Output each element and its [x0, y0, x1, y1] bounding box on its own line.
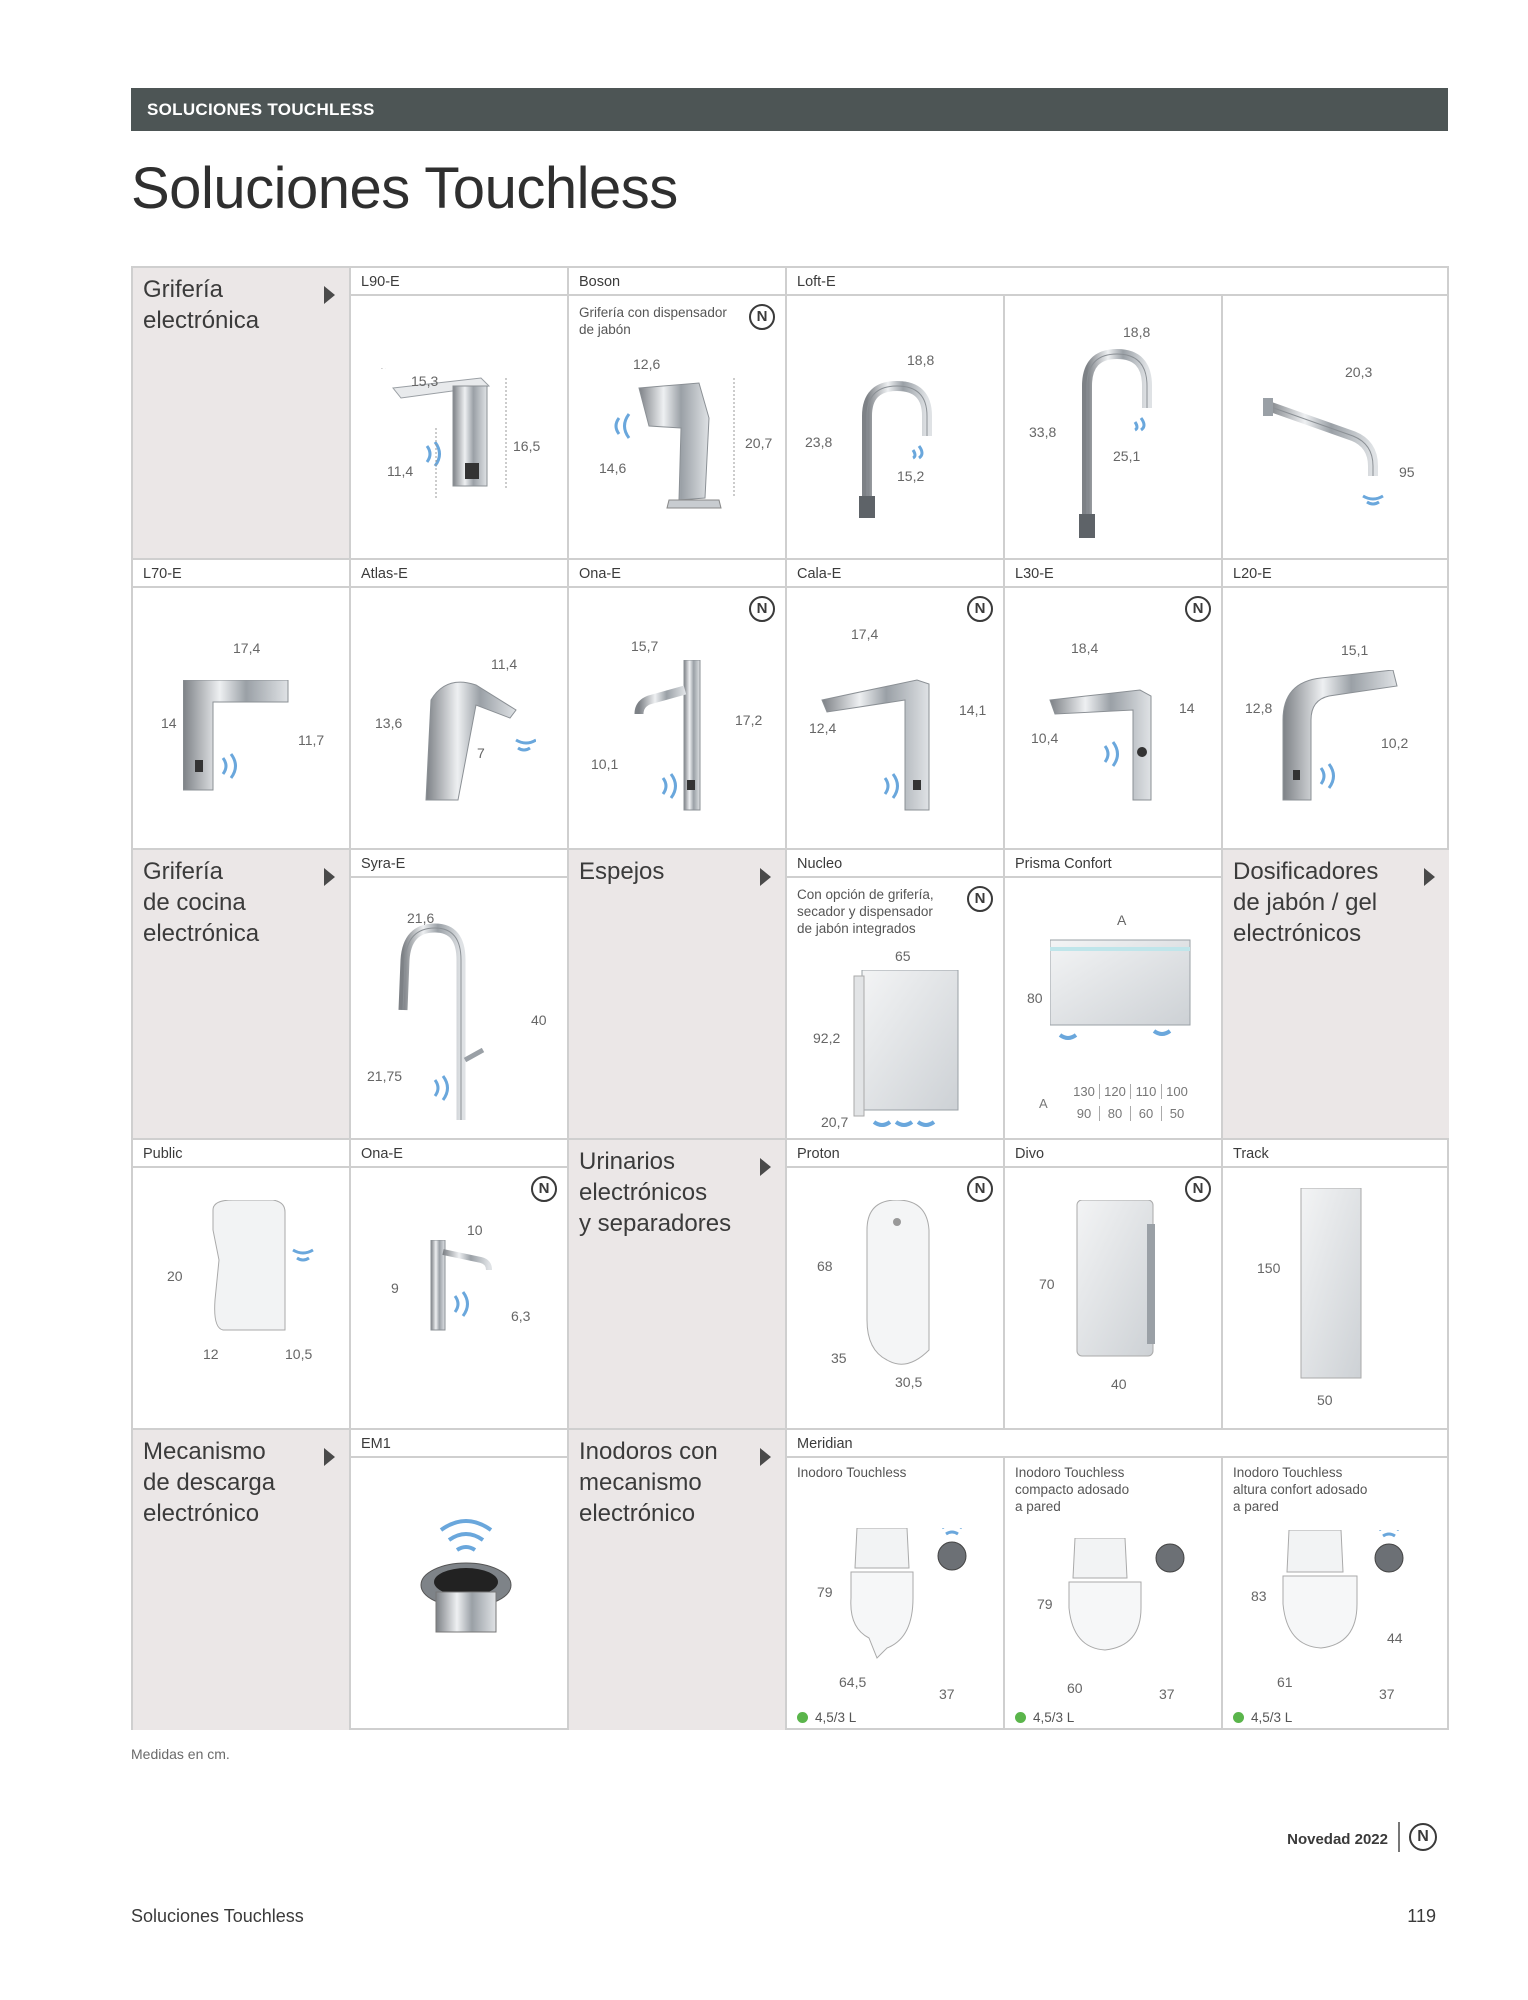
- urinal-separator-image: [1297, 1188, 1397, 1388]
- dimension-label: 68: [817, 1258, 833, 1274]
- eco-dot-icon: [797, 1712, 808, 1723]
- product-label: Atlas-E: [351, 560, 567, 588]
- dimension-label: 80: [1027, 990, 1043, 1006]
- faucet-image: [609, 378, 749, 528]
- product-lofte-header: [787, 268, 1449, 296]
- size-row-a: [1069, 1084, 1192, 1099]
- product-description: Inodoro Touchless altura confort adosado a pared: [1233, 1465, 1368, 1514]
- dimension-label: 15,1: [1341, 642, 1369, 658]
- category-title: Grifería de cocina electrónica: [143, 858, 260, 947]
- faucet-image: [406, 670, 536, 810]
- dimension-label: 10,1: [591, 756, 619, 772]
- product-label: L90-E: [351, 268, 567, 296]
- dimension-label: 21,75: [367, 1068, 403, 1084]
- product-description: Con opción de grifería, secador y dispensador de jabón integrados: [797, 887, 934, 936]
- dimension-label: 40: [1111, 1376, 1127, 1392]
- dimension-label: 12,6: [633, 356, 661, 372]
- dimension-label: 17,4: [851, 626, 879, 642]
- dimension-label: 83: [1251, 1588, 1267, 1604]
- arrow-right-icon: [1424, 868, 1435, 886]
- arrow-right-icon: [760, 1158, 771, 1176]
- flush-volume-value: 4,5/3 L: [1033, 1710, 1075, 1725]
- dimension-label: 12,4: [809, 720, 837, 736]
- mirror-image: [1050, 935, 1200, 1045]
- dimension-label: 23,8: [805, 434, 833, 450]
- dimension-label: 35: [831, 1350, 847, 1366]
- new-badge-icon: N: [749, 304, 775, 330]
- new-badge-icon: N: [531, 1176, 557, 1202]
- product-label: L20-E: [1223, 560, 1449, 588]
- product-onae[interactable]: [569, 560, 787, 850]
- product-label: Syra-E: [351, 850, 567, 878]
- new-badge-icon: N: [967, 596, 993, 622]
- page-number: 119: [1407, 1906, 1436, 1926]
- dimension-label: 20,7: [821, 1114, 849, 1130]
- category-inodoros[interactable]: [569, 1430, 787, 1730]
- category-griferia-electronica[interactable]: [133, 268, 351, 560]
- novedad-legend: Novedad 2022: [1287, 1831, 1388, 1848]
- dimension-label: 9: [391, 1280, 399, 1296]
- dimension-label: 37: [939, 1686, 955, 1702]
- flush-volume-value: 4,5/3 L: [815, 1710, 857, 1725]
- category-mecanismo[interactable]: [133, 1430, 351, 1730]
- dimension-label: 15,3: [411, 373, 439, 389]
- product-l70e[interactable]: [133, 560, 351, 850]
- category-urinarios[interactable]: [569, 1140, 787, 1430]
- product-meridian-c[interactable]: [1223, 1458, 1449, 1730]
- toilet-image: [1065, 1538, 1215, 1678]
- dimension-label: 92,2: [813, 1030, 841, 1046]
- size-value: 60: [1131, 1106, 1162, 1121]
- page-title: Soluciones Touchless: [131, 156, 678, 221]
- dimension-label: 50: [1317, 1392, 1333, 1408]
- category-title: Mecanismo de descarga electrónico: [143, 1438, 276, 1527]
- urinal-image: [847, 1200, 967, 1380]
- product-label: L70-E: [133, 560, 349, 588]
- product-description: Inodoro Touchless: [797, 1465, 907, 1480]
- product-lofte-b[interactable]: [1005, 296, 1223, 560]
- dimension-label: 11,4: [387, 463, 414, 479]
- dimension-label: 10,4: [1031, 730, 1059, 746]
- dimension-label: 11,7: [298, 732, 325, 748]
- product-track[interactable]: [1223, 1140, 1449, 1430]
- dimension-label: 79: [817, 1584, 833, 1600]
- product-label: Public: [133, 1140, 349, 1168]
- dimension-label: 10: [467, 1222, 483, 1238]
- faucet-image: [1045, 670, 1185, 820]
- dimension-label: 44: [1387, 1630, 1403, 1646]
- product-label: Meridian: [797, 1436, 853, 1452]
- dimension-label: 6,3: [511, 1308, 531, 1324]
- product-syrae[interactable]: [351, 850, 569, 1140]
- dimension-label: 20: [167, 1268, 183, 1284]
- product-description: Grifería con dispensador de jabón: [579, 305, 727, 337]
- new-badge-icon: N: [1409, 1823, 1437, 1851]
- eco-dot-icon: [1233, 1712, 1244, 1723]
- product-label: Ona-E: [569, 560, 785, 588]
- dimension-label: 18,8: [907, 352, 935, 368]
- category-title: Urinarios electrónicos y separadores: [579, 1148, 732, 1237]
- dimension-label: 33,8: [1029, 424, 1057, 440]
- category-title: Grifería electrónica: [143, 276, 260, 334]
- flush-volume-value: 4,5/3 L: [1251, 1710, 1293, 1725]
- soap-dispenser-image: [421, 1240, 541, 1360]
- arrow-right-icon: [760, 1448, 771, 1466]
- flush-volume: [1233, 1710, 1292, 1725]
- new-badge-icon: N: [1185, 1176, 1211, 1202]
- dimension-label: 37: [1379, 1686, 1395, 1702]
- dimension-label: 70: [1039, 1276, 1055, 1292]
- section-header-bar: SOLUCIONES TOUCHLESS: [131, 88, 1448, 131]
- product-public[interactable]: [133, 1140, 351, 1430]
- dimension-label: 79: [1037, 1596, 1053, 1612]
- dimension-label: 40: [531, 1012, 547, 1028]
- dimension-label: A: [1117, 912, 1127, 928]
- size-value: 90: [1069, 1106, 1100, 1121]
- product-l90e[interactable]: [351, 268, 569, 560]
- product-proton[interactable]: [787, 1140, 1005, 1430]
- toilet-image: [1279, 1530, 1429, 1680]
- dimension-label: 20,7: [745, 435, 773, 451]
- dimension-label: 30,5: [895, 1374, 923, 1390]
- product-calae[interactable]: [787, 560, 1005, 850]
- dimension-label: 20,3: [1345, 364, 1373, 380]
- dimension-label: 13,6: [375, 715, 403, 731]
- faucet-image: [817, 660, 967, 820]
- product-meridian-b[interactable]: [1005, 1458, 1223, 1730]
- size-value: 130: [1069, 1084, 1100, 1099]
- category-griferia-cocina[interactable]: [133, 850, 351, 1140]
- category-title: Espejos: [579, 858, 665, 885]
- dimension-label: 15,2: [897, 468, 925, 484]
- product-label: Divo: [1005, 1140, 1221, 1168]
- faucet-image: [619, 660, 749, 820]
- product-label: Ona-E: [351, 1140, 567, 1168]
- dimension-label: 18,4: [1071, 640, 1099, 656]
- product-label: Cala-E: [787, 560, 1003, 588]
- faucet-image: [1065, 346, 1195, 546]
- size-row-h: [1069, 1106, 1192, 1121]
- dimension-label: 25,1: [1113, 448, 1141, 464]
- size-table-label: A: [1039, 1096, 1048, 1111]
- dimension-label: 64,5: [839, 1674, 867, 1690]
- product-label: Track: [1223, 1140, 1449, 1168]
- dimension-label: 14: [161, 715, 177, 731]
- product-label: Loft-E: [797, 274, 836, 290]
- faucet-image: [183, 680, 303, 810]
- product-meridian-a[interactable]: [787, 1458, 1005, 1730]
- faucet-image: [391, 920, 531, 1130]
- product-nucleo[interactable]: [787, 850, 1005, 1140]
- size-value: 100: [1166, 1084, 1188, 1099]
- product-boson[interactable]: [569, 268, 787, 560]
- product-l20e[interactable]: [1223, 560, 1449, 850]
- measurements-footnote: Medidas en cm.: [131, 1746, 230, 1762]
- faucet-image: [1263, 396, 1403, 506]
- dimension-label: 10,5: [285, 1346, 313, 1362]
- new-badge-icon: N: [967, 886, 993, 912]
- dimension-label: 17,4: [233, 640, 261, 656]
- category-title: Dosificadores de jabón / gel electrónicos: [1233, 858, 1379, 947]
- new-badge-icon: N: [749, 596, 775, 622]
- arrow-right-icon: [324, 868, 335, 886]
- dimension-label: 37: [1159, 1686, 1175, 1702]
- size-value: 50: [1169, 1106, 1185, 1121]
- product-prisma-confort[interactable]: [1005, 850, 1223, 1140]
- category-dosificadores[interactable]: [1223, 850, 1449, 1140]
- new-badge-icon: N: [967, 1176, 993, 1202]
- dimension-label: 14: [1179, 700, 1195, 716]
- dimension-label: 12: [203, 1346, 219, 1362]
- soap-dispenser-image: [193, 1200, 323, 1360]
- dimension-label: 7: [477, 745, 485, 761]
- new-badge-icon: N: [1185, 596, 1211, 622]
- dimension-label: 95: [1399, 464, 1415, 480]
- footer-section-title: Soluciones Touchless: [131, 1906, 304, 1926]
- dimension-label: 60: [1067, 1680, 1083, 1696]
- product-label: EM1: [351, 1430, 567, 1458]
- product-lofte-c[interactable]: [1223, 296, 1449, 560]
- dimension-label: 65: [895, 948, 911, 964]
- product-label: Boson: [569, 268, 785, 296]
- product-label: Prisma Confort: [1005, 850, 1221, 878]
- faucet-image: [847, 376, 977, 526]
- size-value: 120: [1100, 1084, 1131, 1099]
- dimension-label: 15,7: [631, 638, 659, 654]
- dimension-label: 21,6: [407, 910, 435, 926]
- dimension-label: 16,5: [513, 438, 541, 454]
- flush-volume: [797, 1710, 856, 1725]
- product-divo[interactable]: [1005, 1140, 1223, 1430]
- category-title: Inodoros con mecanismo electrónico: [579, 1438, 718, 1527]
- category-espejos[interactable]: [569, 850, 787, 1140]
- size-value: 80: [1100, 1106, 1131, 1121]
- dimension-label: 61: [1277, 1674, 1293, 1690]
- product-l30e[interactable]: [1005, 560, 1223, 850]
- product-label: Nucleo: [787, 850, 1003, 878]
- dimension-label: 14,1: [959, 702, 987, 718]
- flush-volume: [1015, 1710, 1074, 1725]
- mirror-cabinet-image: [852, 970, 972, 1130]
- dimension-label: 12,8: [1245, 700, 1273, 716]
- dimension-label: 11,4: [491, 656, 518, 672]
- dimension-label: 14,6: [599, 460, 627, 476]
- product-description: Inodoro Touchless compacto adosado a pared: [1015, 1465, 1130, 1514]
- eco-dot-icon: [1015, 1712, 1026, 1723]
- dimension-label: 10,2: [1381, 735, 1409, 751]
- urinal-separator-image: [1075, 1200, 1175, 1380]
- arrow-right-icon: [324, 286, 335, 304]
- dimension-label: 150: [1257, 1260, 1281, 1276]
- product-label: L30-E: [1005, 560, 1221, 588]
- product-em1[interactable]: [351, 1430, 569, 1730]
- product-label: Proton: [787, 1140, 1003, 1168]
- arrow-right-icon: [324, 1448, 335, 1466]
- product-meridian-header: [787, 1430, 1449, 1458]
- product-atlase[interactable]: [351, 560, 569, 850]
- dimension-label: 18,8: [1123, 324, 1151, 340]
- faucet-image: [381, 368, 531, 518]
- dimension-label: 17,2: [735, 712, 763, 728]
- arrow-right-icon: [760, 868, 771, 886]
- product-lofte-a[interactable]: [787, 296, 1005, 560]
- product-onae-dispenser[interactable]: [351, 1140, 569, 1430]
- flush-mechanism-image: [411, 1510, 521, 1660]
- size-value: 110: [1131, 1084, 1162, 1099]
- legend-divider: [1398, 1822, 1400, 1852]
- product-grid: [131, 266, 1449, 1730]
- toilet-image: [847, 1528, 997, 1678]
